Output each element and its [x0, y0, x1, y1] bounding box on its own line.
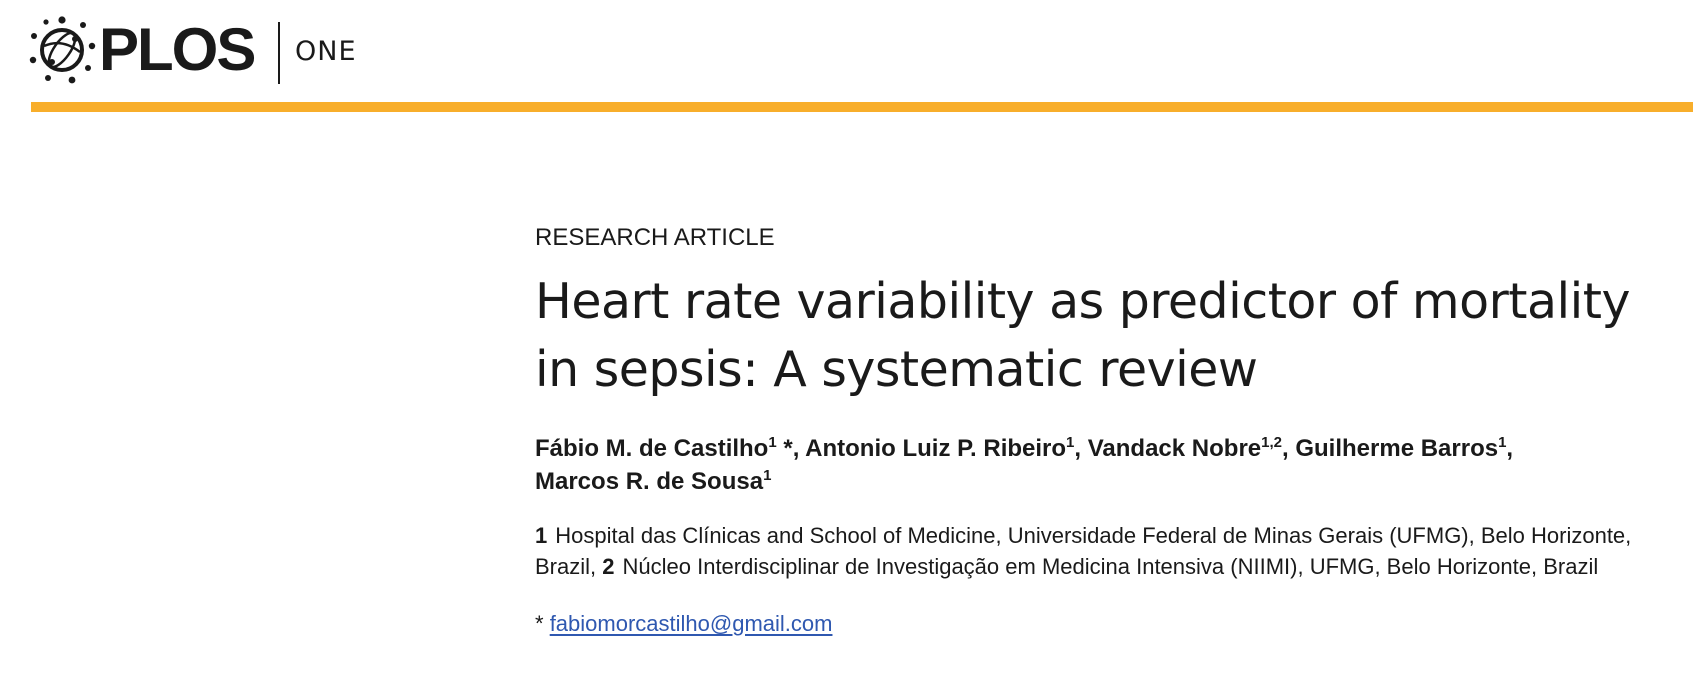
correspondence: [535, 608, 1680, 639]
author-separator: ,: [792, 435, 806, 462]
journal-name: ONE: [295, 36, 357, 67]
author-separator: ,: [1074, 435, 1088, 462]
author-separator: ,: [1282, 435, 1296, 462]
author-separator: ,: [1506, 435, 1514, 462]
author-affiliation-marker: 1: [1066, 434, 1075, 451]
affiliation-list: [535, 520, 1680, 582]
author-affiliation-marker: 1: [763, 467, 772, 484]
plos-globe-icon: [28, 16, 96, 84]
article-type: RESEARCH ARTICLE: [535, 224, 775, 251]
author-list: [535, 432, 1680, 498]
author-name: Guilherme Barros: [1295, 435, 1499, 462]
author-affiliation-marker: 1: [1498, 434, 1507, 451]
corresponding-email-link[interactable]: fabiomorcastilho@gmail.com: [549, 611, 833, 636]
affiliation-text: Núcleo Interdisciplinar de Investigação em Medicina Intensiva (NIIMI), UFMG, Belo Horizonte, Brazil: [622, 554, 1599, 579]
article-title: [535, 268, 1680, 404]
author-affiliation-marker: 1: [768, 434, 777, 451]
affiliation-number: 2: [602, 554, 615, 579]
title-line-1: Heart rate variability as predictor of mortality: [535, 273, 1630, 330]
author-name: Vandack Nobre: [1087, 435, 1262, 462]
article-front-matter: [535, 222, 1680, 639]
title-line-2: in sepsis: A systematic review: [535, 341, 1258, 398]
brand-bar: [31, 102, 1693, 112]
logo-divider: [278, 22, 280, 84]
journal-header: [0, 0, 1693, 120]
corresponding-author-marker: *: [783, 435, 793, 462]
plos-wordmark: PLOS: [99, 16, 255, 83]
affiliation-number: 1: [535, 523, 548, 548]
author-affiliation-marker: 1,2: [1261, 434, 1282, 451]
corresponding-marker: *: [535, 611, 544, 636]
author-name: Antonio Luiz P. Ribeiro: [805, 435, 1067, 462]
author-name: Marcos R. de Sousa: [535, 468, 764, 495]
author-name: Fábio M. de Castilho: [535, 435, 769, 462]
affiliation-text: Hospital das Clínicas and School of Medicine, Universidade Federal de Minas Gerais (UFMG), Belo Horizonte, Brazil,: [535, 523, 1632, 579]
